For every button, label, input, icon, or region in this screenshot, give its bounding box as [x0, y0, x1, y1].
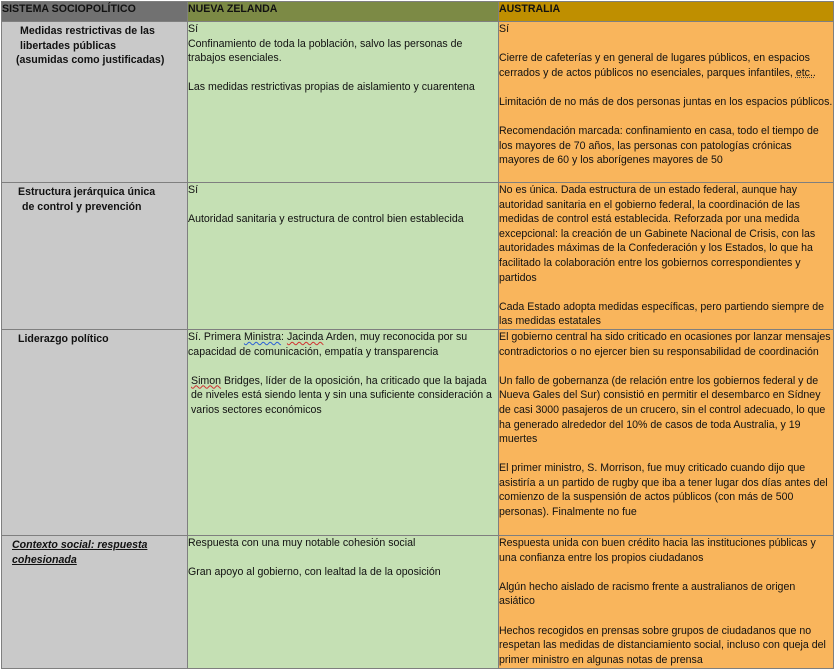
nz-estructura-p2: Autoridad sanitaria y estructura de control bien establecida [188, 213, 464, 226]
au-liderazgo-p3: El primer ministro, S. Morrison, fue muy criticado cuando dijo que asistiría a un partido de rugby que iba a tener lugar dos días antes del comienzo de la suspensión de actos públicos (con más de 500 personas). Finalmente no fue [499, 462, 828, 519]
au-cell-liderazgo [499, 329, 834, 535]
row-estructura-jerarquica [2, 183, 834, 330]
nz-ministra-word: Ministra [243, 330, 282, 343]
nz-contexto-p1: Respuesta con una muy notable cohesión social [188, 536, 416, 549]
label-cell-estructura [2, 183, 188, 330]
nz-liderazgo-p2-rest: Bridges, líder de la oposición, ha criticado que la bajada de niveles está siendo lenta y sin una suficiente consideración a varios sectores económicos [191, 374, 492, 416]
au-liderazgo-p1: El gobierno central ha sido criticado en ocasiones por lanzar mensajes contradictorios o no ejercer bien su responsabilidad de coordinación [499, 330, 831, 358]
au-contexto-p1: Respuesta unida con buen crédito hacia las instituciones públicas y una confianza entre los propios ciudadanos [499, 536, 816, 564]
nz-cell-estructura [188, 183, 499, 330]
nz-cell-liderazgo [188, 329, 499, 535]
nz-liderazgo-p1 [188, 330, 498, 359]
nz-cell-contexto [188, 535, 499, 668]
label-liderazgo: Liderazgo político [18, 332, 109, 345]
label-cell-contexto [2, 535, 188, 668]
label-estructura-line2: de control y prevención [22, 200, 142, 213]
au-medidas-p3: Limitación de no más de dos personas juntas en los espacios públicos. [499, 95, 833, 108]
label-cell-medidas [2, 22, 188, 183]
au-medidas-p2 [499, 51, 833, 80]
nz-contexto-p2: Gran apoyo al gobierno, con lealtad la de la oposición [188, 566, 441, 579]
nz-jacinda-word: Jacinda [286, 330, 324, 343]
au-cell-contexto [499, 535, 834, 668]
label-medidas-line3: (asumidas como justificadas) [16, 54, 165, 67]
au-contexto-p3: Hechos recogidos en prensas sobre grupos de ciudadanos que no respetan las medidas de distanciamiento social, incluso con queja del primer ministro en algunas notas de prensa [499, 624, 826, 666]
nz-liderazgo-p1-a: Sí. Primera [188, 330, 241, 343]
nz-medidas-p3: Las medidas restrictivas propias de aislamiento y cuarentena [188, 81, 475, 94]
comparison-table [1, 1, 834, 669]
nz-medidas-p2: Confinamiento de toda la población, salvo las personas de trabajos esenciales. [188, 37, 463, 65]
row-liderazgo-politico [2, 329, 834, 535]
nz-estructura-p1: Sí [188, 184, 199, 196]
header-row [2, 2, 834, 22]
nz-simon-word: Simon [191, 374, 222, 387]
au-medidas-etc: etc.. [795, 66, 816, 79]
nz-liderazgo-p2 [188, 374, 498, 418]
label-contexto-line2: cohesionada [12, 553, 77, 566]
au-estructura-p2: Cada Estado adopta medidas específicas, pero partiendo siempre de las medidas estatales [499, 300, 825, 328]
header-australia: AUSTRALIA [499, 2, 834, 22]
label-contexto-line1: Contexto social: respuesta [12, 538, 148, 551]
nz-medidas-p1: Sí [188, 23, 199, 35]
au-contexto-p2: Algún hecho aislado de racismo frente a australianos de origen asiático [499, 580, 796, 608]
au-cell-estructura [499, 183, 834, 330]
row-medidas-restrictivas [2, 22, 834, 183]
au-medidas-p4: Recomendación marcada: confinamiento en casa, todo el tiempo de los mayores de 70 años, las personas con patologías crónicas mayores de 60 y los aborígenes mayores de 50 [499, 125, 819, 167]
label-medidas-line2: libertades públicas [20, 39, 116, 52]
nz-liderazgo-p1-c: Arden, muy reconocida por su capacidad de comunicación, empatía y transparencia [188, 330, 468, 358]
au-liderazgo-p2: Un fallo de gobernanza (de relación entre los gobiernos federal y de Nueva Gales del Sur) consistió en permitir el desembarco en Sídney de casi 3000 pasajeros de un crucero, sin el control adecuado, lo que ha generado alrededor del 10% de casos de toda Australia, y 19 muertes [499, 374, 826, 446]
label-medidas-line1: Medidas restrictivas de las [20, 25, 155, 37]
label-cell-liderazgo [2, 329, 188, 535]
nz-liderazgo-p1-b: : [281, 330, 284, 343]
nz-cell-medidas [188, 22, 499, 183]
au-estructura-p1: No es única. Dada estructura de un estado federal, aunque hay autoridad sanitaria en el gobierno federal, la coordinación de las medidas de control está establecida. Reforzada por una medida excepcional: la creación de un Gabinete Nacional de Crisis, con las autoridades máximas de la Confederación y los Estados, lo que ha facilitado la colaboración entre los gobiernos correspondientes y partidos [499, 184, 816, 284]
header-sistema-sociopolitico: SISTEMA SOCIOPOLÍTICO [2, 2, 188, 22]
au-cell-medidas [499, 22, 834, 183]
row-contexto-social [2, 535, 834, 668]
au-medidas-p1: Sí [499, 23, 510, 35]
label-estructura-line1: Estructura jerárquica única [18, 186, 156, 198]
header-nueva-zelanda: NUEVA ZELANDA [188, 2, 499, 22]
au-medidas-p2-text: Cierre de cafeterías y en general de lugares públicos, en espacios cerrados y de actos públicos no esenciales, parques infantiles, [499, 52, 810, 79]
